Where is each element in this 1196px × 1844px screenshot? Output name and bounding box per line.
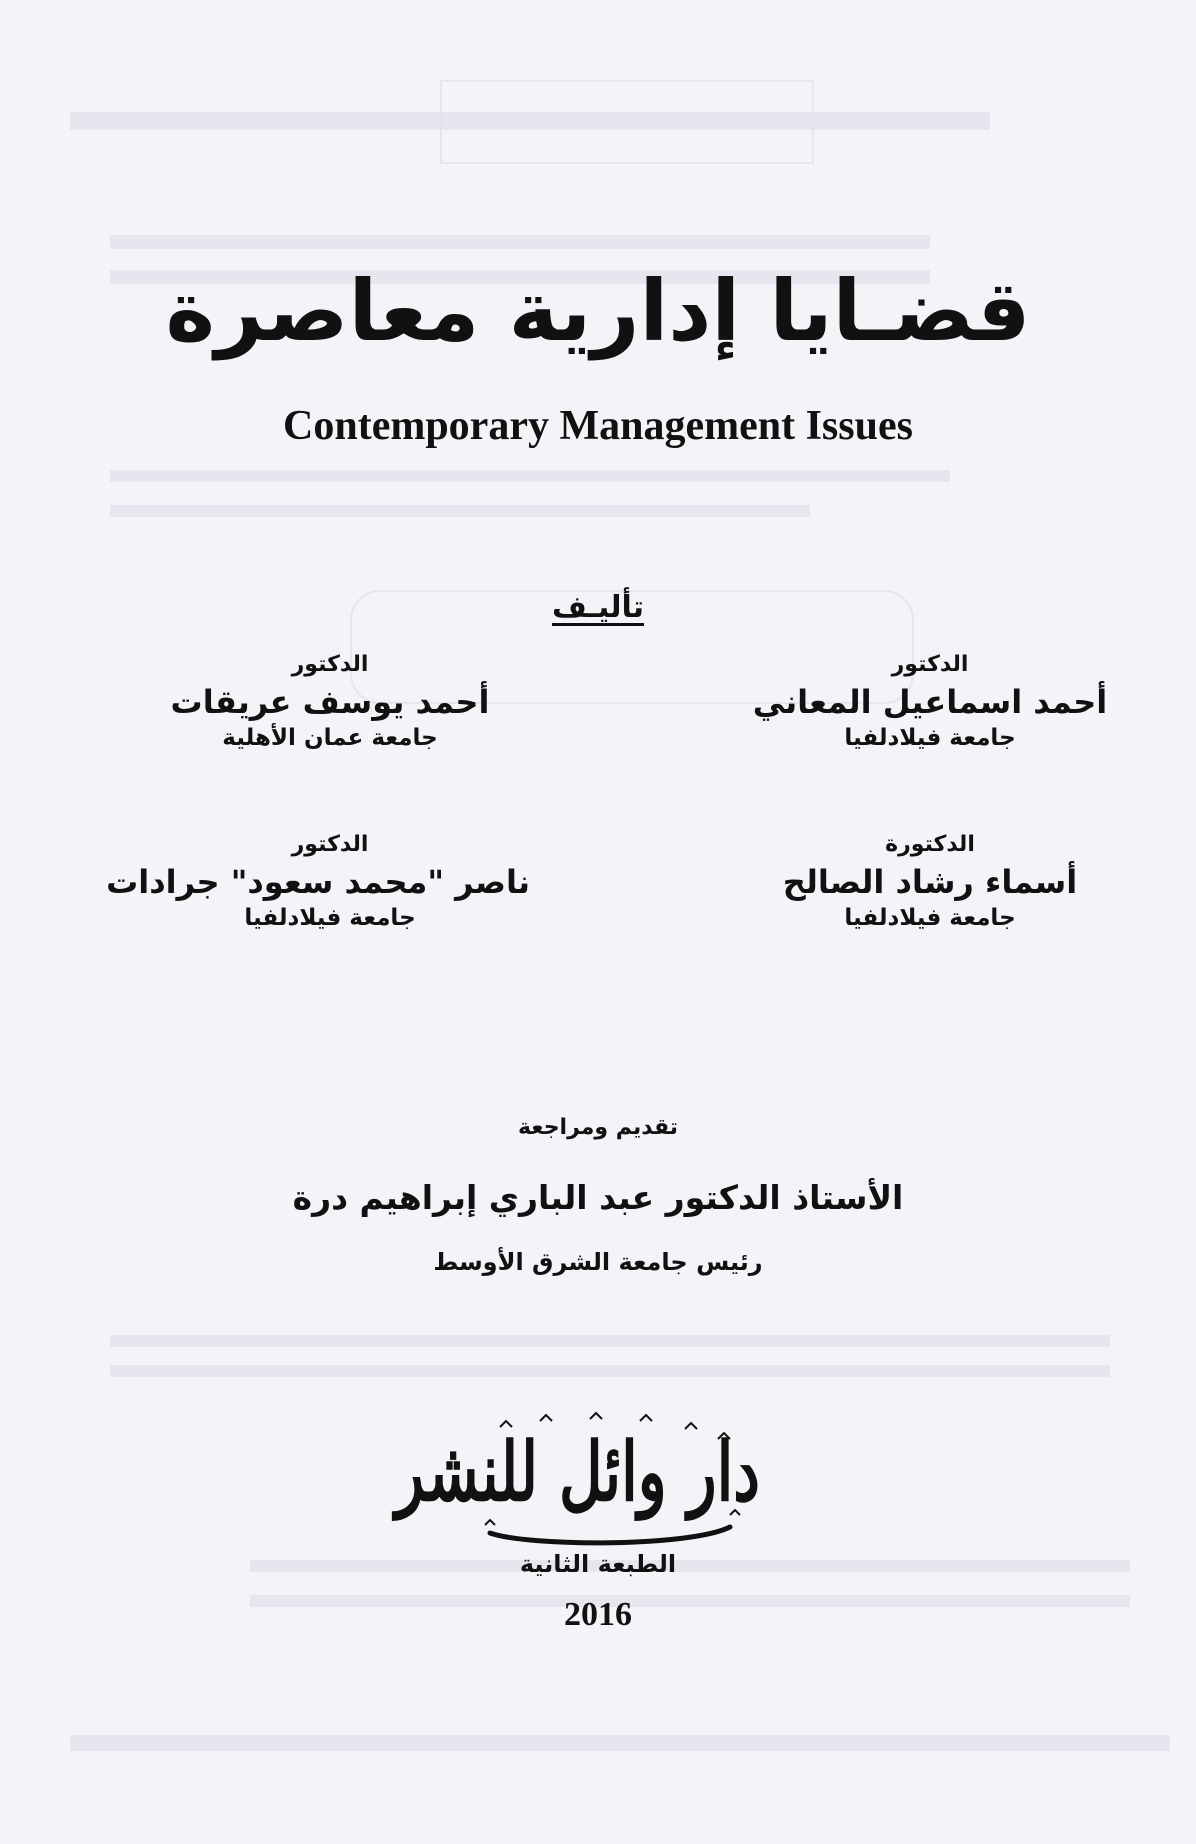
author-degree: الدكتور (291, 832, 369, 857)
author-4 (106, 832, 530, 931)
reviewer-name: الأستاذ الدكتور عبد الباري إبراهيم درة (292, 1178, 904, 1217)
publication-year: 2016 (564, 1596, 632, 1633)
author-name: أحمد يوسف عريقات (170, 683, 490, 721)
bleed-through-line (110, 470, 950, 482)
reviewer-role: رئيس جامعة الشرق الأوسط (433, 1248, 763, 1276)
author-3 (730, 832, 1130, 931)
author-university: جامعة فيلادلفيا (844, 725, 1016, 751)
author-2 (130, 652, 530, 751)
author-1 (730, 652, 1130, 751)
author-name: أسماء رشاد الصالح (782, 863, 1078, 901)
book-subtitle-english: Contemporary Management Issues (283, 403, 913, 449)
author-university: جامعة فيلادلفيا (844, 905, 1016, 931)
book-title: قضـايا إدارية معاصرة (165, 262, 1031, 360)
bleed-through-box (440, 80, 814, 164)
authors-heading: تأليـف (551, 590, 645, 625)
bleed-through-line (110, 1365, 1110, 1377)
publisher-logo (395, 1405, 760, 1550)
author-degree: الدكتور (291, 652, 369, 677)
author-university: جامعة فيلادلفيا (244, 905, 416, 931)
bleed-through-line (110, 1335, 1110, 1347)
author-name: ناصر "محمد سعود" جرادات (106, 863, 530, 901)
review-heading: تقديم ومراجعة (517, 1115, 679, 1140)
bleed-through-line (110, 505, 810, 517)
bleed-through-band (70, 1735, 1170, 1751)
author-name: أحمد اسماعيل المعاني (752, 683, 1108, 721)
edition-label: الطبعة الثانية (519, 1550, 677, 1578)
author-university: جامعة عمان الأهلية (222, 725, 438, 751)
author-degree: الدكتورة (885, 832, 975, 857)
author-degree: الدكتور (891, 652, 969, 677)
bleed-through-line (110, 235, 930, 249)
publisher-logo-text: دار وائل للنشر (395, 1425, 760, 1521)
